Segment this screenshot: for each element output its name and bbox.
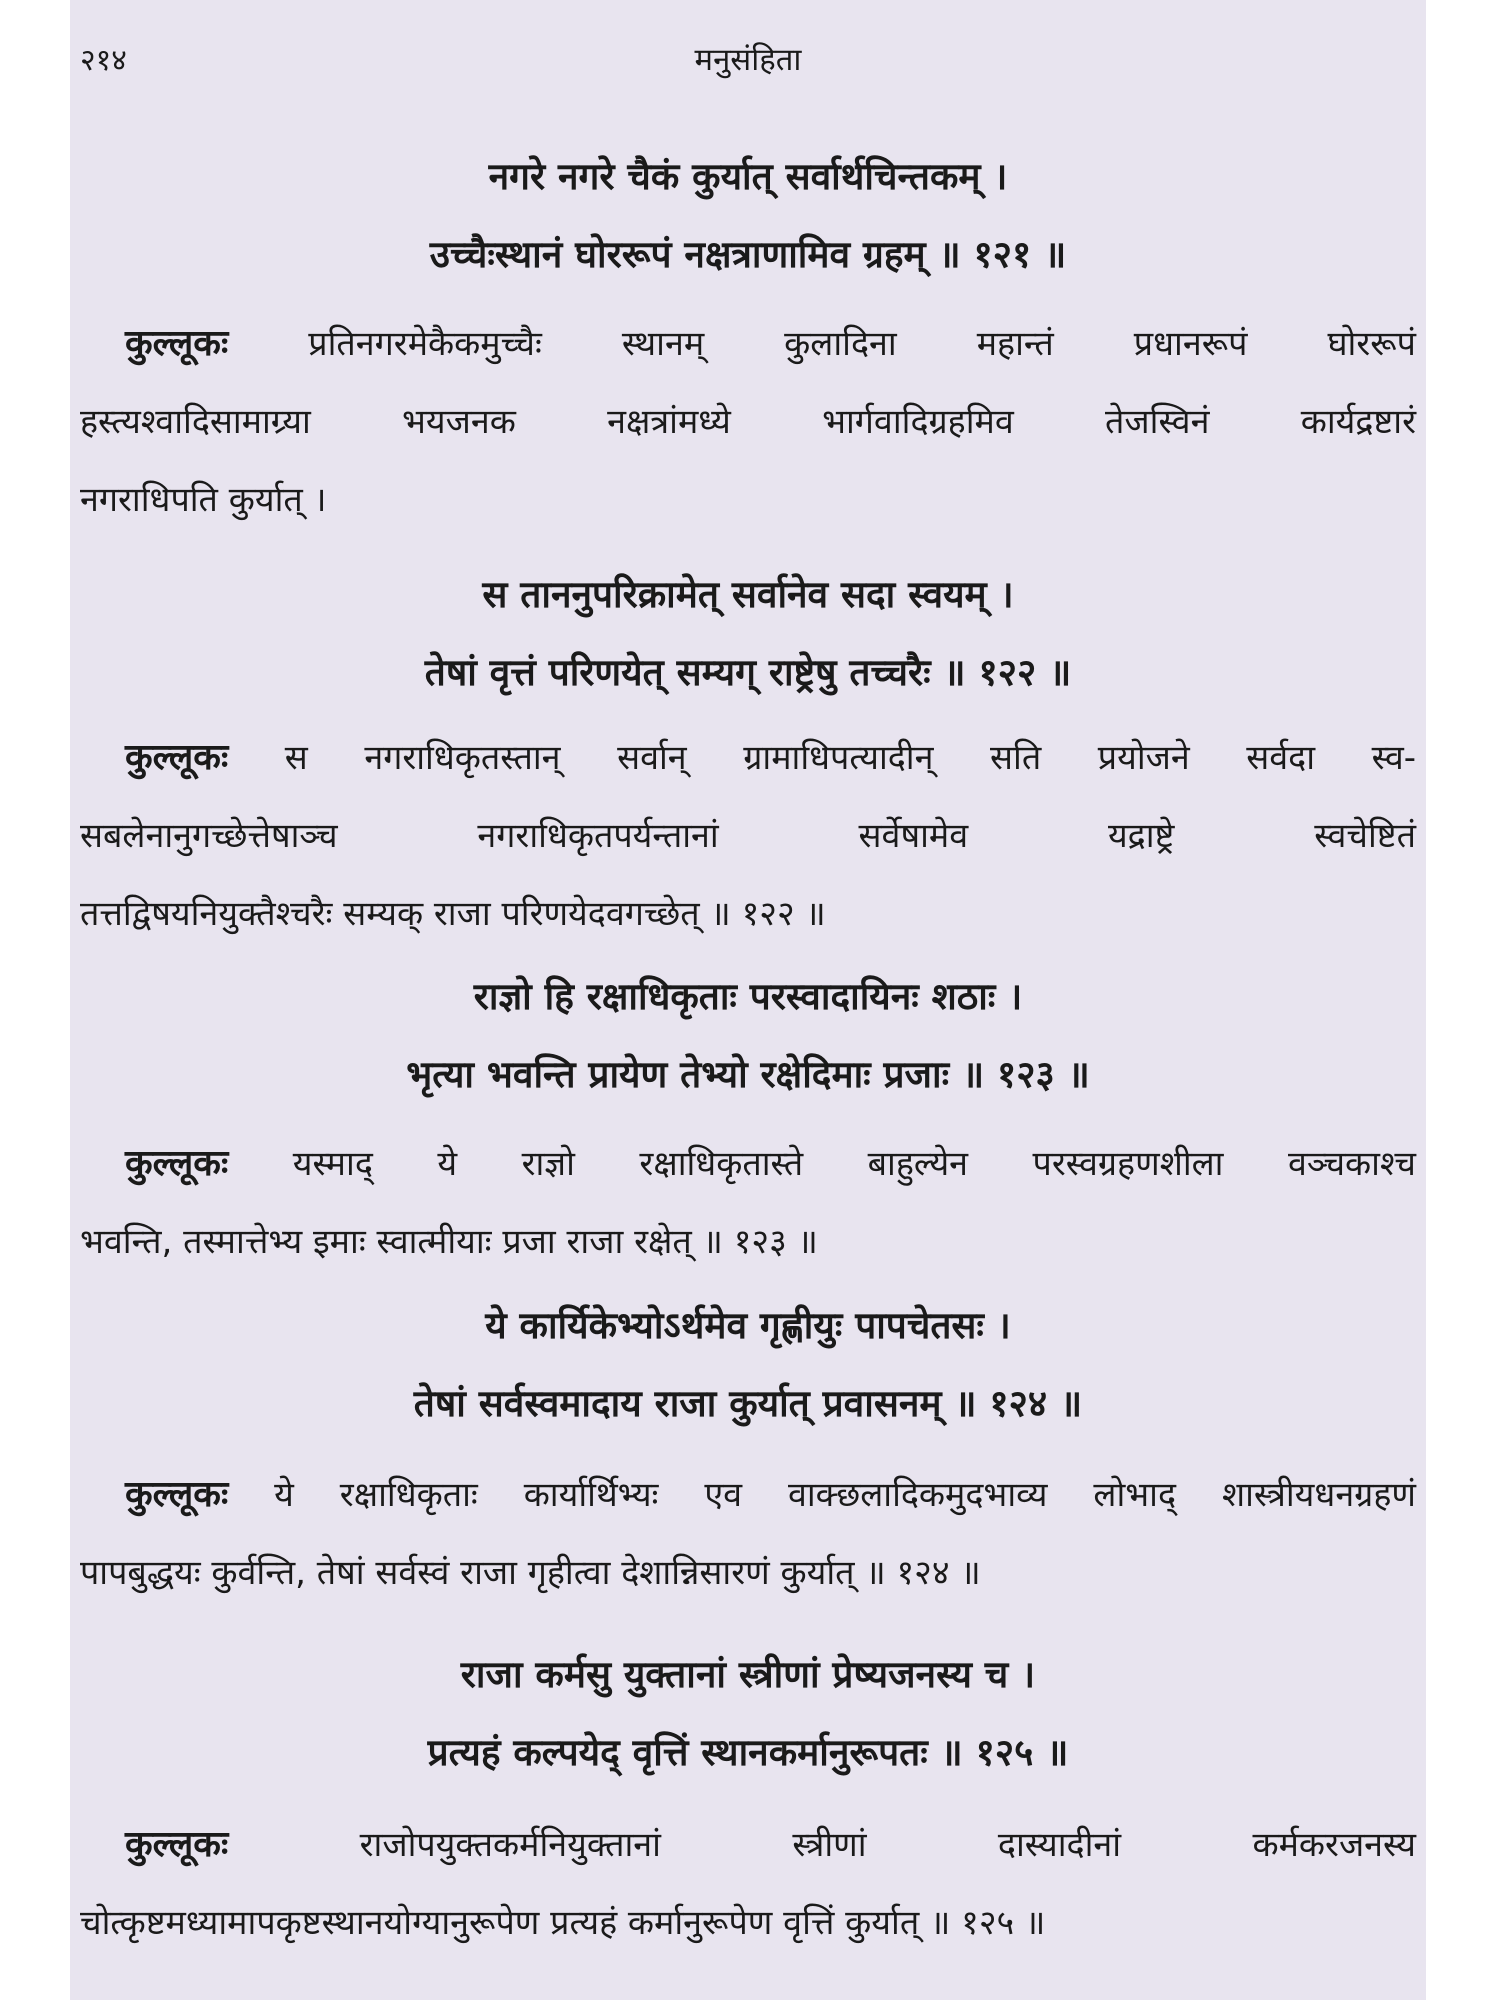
verse-line: प्रत्यहं कल्पयेद् वृत्तिं स्थानकर्मानुरूपतः ॥ १२५ ॥ [427, 1731, 1069, 1774]
verse-line: तेषां वृत्तं परिणयेत् सम्यग् राष्ट्रेषु तच्चरैः ॥ १२२ ॥ [424, 651, 1072, 694]
book-page [70, 0, 1426, 2000]
commentary-line [80, 1806, 1416, 1884]
verse-line: नगरे नगरे चैकं कुर्यात् सर्वार्थचिन्तकम् । [488, 155, 1008, 198]
commentary-text: प्रतिनगरमेकैकमुच्चैः स्थानम् कुलादिना महान्तं प्रधानरूपं घोररूपं [308, 324, 1416, 364]
commentary-line: नगराधिपति कुर्यात् । [80, 480, 327, 520]
commentary-label: कुल्लूकः [125, 1143, 229, 1184]
commentary-124 [80, 1456, 1416, 1612]
running-title: मनुसंहिता [694, 42, 802, 78]
commentary-121 [80, 305, 1416, 539]
commentary-label: कुल्लूकः [125, 1474, 229, 1515]
verse-125 [70, 1636, 1426, 1792]
commentary-text: यस्माद् ये राज्ञो रक्षाधिकृतास्ते बाहुल्येन परस्वग्रहणशीला वञ्चकाश्च [292, 1144, 1416, 1184]
page-header [70, 38, 1426, 88]
page-number: २१४ [80, 43, 127, 78]
commentary-text: स नगराधिकृतस्तान् सर्वान् ग्रामाधिपत्यादीन् सति प्रयोजने सर्वदा स्व- [284, 738, 1416, 778]
commentary-line [80, 719, 1416, 797]
verse-line: राजा कर्मसु युक्तानां स्त्रीणां प्रेष्यजनस्य च । [460, 1653, 1036, 1696]
commentary-line [80, 1125, 1416, 1203]
commentary-line: चोत्कृष्टमध्यामापकृष्टस्थानयोग्यानुरूपेण प्रत्यहं कर्मानुरूपेण वृत्तिं कुर्यात् ॥ १२५ ॥ [80, 1903, 1046, 1943]
verse-line: उच्चैःस्थानं घोररूपं नक्षत्राणामिव ग्रहम् ॥ १२१ ॥ [429, 233, 1067, 276]
commentary-label: कुल्लूकः [125, 323, 229, 364]
verse-line: स ताननुपरिक्रामेत् सर्वानेव सदा स्वयम् । [482, 573, 1014, 616]
commentary-125 [80, 1806, 1416, 1962]
verse-122 [70, 556, 1426, 712]
commentary-line [80, 1456, 1416, 1534]
commentary-line: हस्त्यश्वादिसामाग्र्या भयजनक नक्षत्रांमध्ये भार्गवादिग्रहमिव तेजस्विनं कार्यद्रष्टारं [80, 402, 1416, 442]
verse-line: भृत्या भवन्ति प्रायेण तेभ्यो रक्षेदिमाः प्रजाः ॥ १२३ ॥ [406, 1053, 1090, 1096]
verse-124 [70, 1287, 1426, 1443]
commentary-line: सबलेनानुगच्छेत्तेषाञ्च नगराधिकृतपर्यन्तानां सर्वेषामेव यद्राष्ट्रे स्वचेष्टितं [80, 816, 1416, 856]
verse-121 [70, 138, 1426, 294]
verse-line: राज्ञो हि रक्षाधिकृताः परस्वादायिनः शठाः । [473, 975, 1023, 1018]
commentary-text: ये रक्षाधिकृताः कार्यार्थिभ्यः एव वाक्छलादिकमुदभाव्य लोभाद् शास्त्रीयधनग्रहणं [274, 1475, 1416, 1515]
commentary-line: तत्तद्विषयनियुक्तैश्चरैः सम्यक् राजा परिणयेदवगच्छेत् ॥ १२२ ॥ [80, 894, 826, 934]
verse-line: ये कार्यिकेभ्योऽर्थमेव गृह्णीयुः पापचेतसः । [485, 1304, 1011, 1347]
commentary-123 [80, 1125, 1416, 1281]
verse-123 [70, 958, 1426, 1114]
commentary-label: कुल्लूकः [125, 1824, 229, 1865]
commentary-122 [80, 719, 1416, 953]
commentary-label: कुल्लूकः [125, 737, 229, 778]
commentary-line [80, 305, 1416, 383]
commentary-line: भवन्ति, तस्मात्तेभ्य इमाः स्वात्मीयाः प्रजा राजा रक्षेत् ॥ १२३ ॥ [80, 1222, 818, 1262]
commentary-line: पापबुद्धयः कुर्वन्ति, तेषां सर्वस्वं राजा गृहीत्वा देशान्निसारणं कुर्यात् ॥ १२४ ॥ [80, 1553, 981, 1593]
commentary-text: राजोपयुक्तकर्मनियुक्तानां स्त्रीणां दास्यादीनां कर्मकरजनस्य [359, 1825, 1416, 1865]
verse-line: तेषां सर्वस्वमादाय राजा कुर्यात् प्रवासनम् ॥ १२४ ॥ [413, 1382, 1083, 1425]
